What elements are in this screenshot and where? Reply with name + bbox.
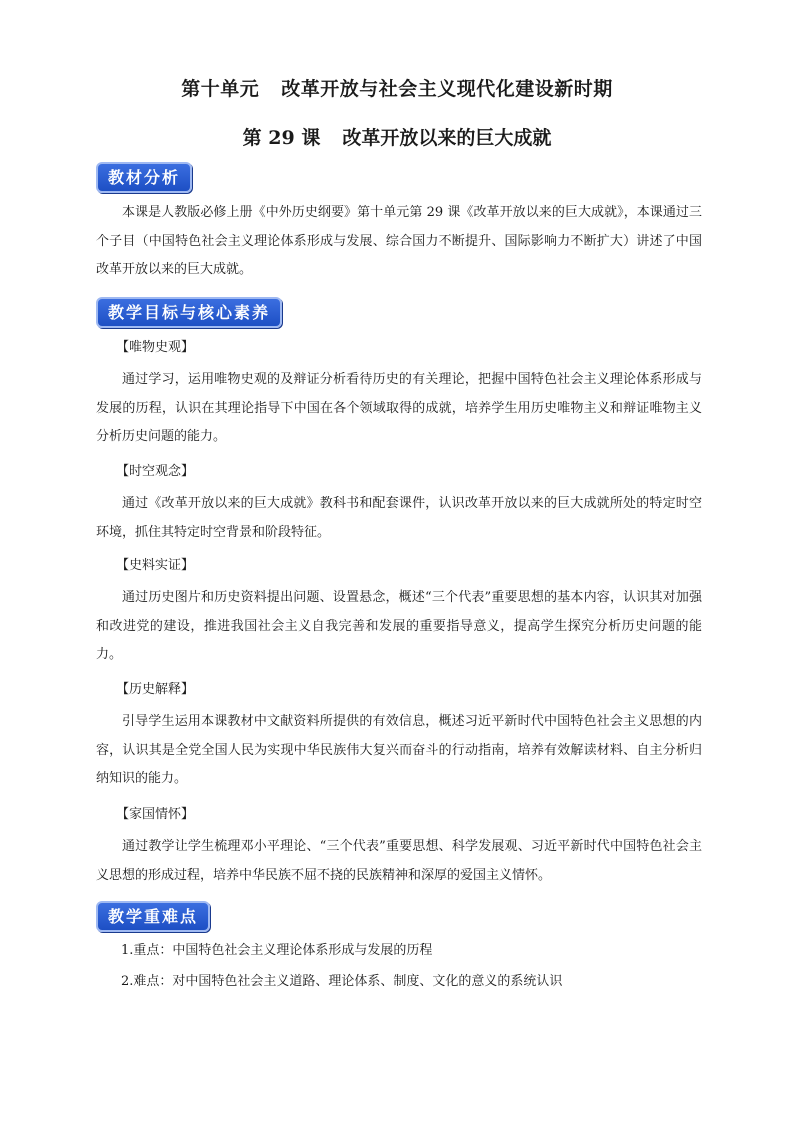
goal-text-materialism: 通过学习，运用唯物史观的及辩证分析看待历史的有关理论，把握中国特色社会主义理论体系形成与发展的历程，认识在其理论指导下中国在各个领域取得的成就，培养学生用历史唯物主义和辩证唯物主义分析历史问题的能力。 <box>96 372 702 444</box>
section-badge-analysis: 教材分析 <box>96 162 192 193</box>
analysis-paragraph: 本课是人教版必修上册《中外历史纲要》第十单元第 29 课《改革开放以来的巨大成就》，本课通过三个子目（中国特色社会主义理论体系形成与发展、综合国力不断提升、国际影响力不断扩大）讲述了中国改革开放以来的巨大成就。 <box>96 205 702 277</box>
goal-heading-evidence: 【史料实证】 <box>116 558 195 573</box>
unit-title <box>0 74 794 101</box>
goal-text-evidence: 通过历史图片和历史资料提出问题、设置悬念，概述“三个代表”重要思想的基本内容，认识其对加强和改进党的建设，推进我国社会主义自我完善和发展的重要指导意义，提高学生探究分析历史问题的能力。 <box>96 590 702 662</box>
goal-heading-interpretation: 【历史解释】 <box>116 682 195 697</box>
section-badge-key-points: 教学重难点 <box>96 901 210 932</box>
unit-name: 改革开放与社会主义现代化建设新时期 <box>281 78 613 100</box>
lesson-name: 改革开放以来的巨大成就 <box>342 127 552 149</box>
lesson-label: 第 29 课 <box>242 127 321 149</box>
goal-text-interpretation: 引导学生运用本课教材中文献资料所提供的有效信息，概述习近平新时代中国特色社会主义思想的内容，认识其是全党全国人民为实现中华民族伟大复兴而奋斗的行动指南，培养有效解读材料、自主分析归纳知识的能力。 <box>96 714 702 786</box>
key-point-item: 1.重点：中国特色社会主义理论体系形成与发展的历程 <box>121 943 433 958</box>
goal-heading-spacetime: 【时空观念】 <box>116 464 195 479</box>
section-badge-goals: 教学目标与核心素养 <box>96 297 282 328</box>
unit-label: 第十单元 <box>181 78 260 100</box>
lesson-title <box>0 123 794 150</box>
difficulty-item: 2.难点：对中国特色社会主义道路、理论体系、制度、文化的意义的系统认识 <box>121 974 563 989</box>
goal-text-patriotism: 通过教学让学生梳理邓小平理论、“三个代表”重要思想、科学发展观、习近平新时代中国特色社会主义思想的形成过程，培养中华民族不屈不挠的民族精神和深厚的爱国主义情怀。 <box>96 839 702 883</box>
goal-heading-patriotism: 【家国情怀】 <box>116 807 195 822</box>
goal-text-spacetime: 通过《改革开放以来的巨大成就》教科书和配套课件，认识改革开放以来的巨大成就所处的特定时空环境，抓住其特定时空背景和阶段特征。 <box>96 496 702 540</box>
goal-heading-materialism: 【唯物史观】 <box>116 340 195 355</box>
